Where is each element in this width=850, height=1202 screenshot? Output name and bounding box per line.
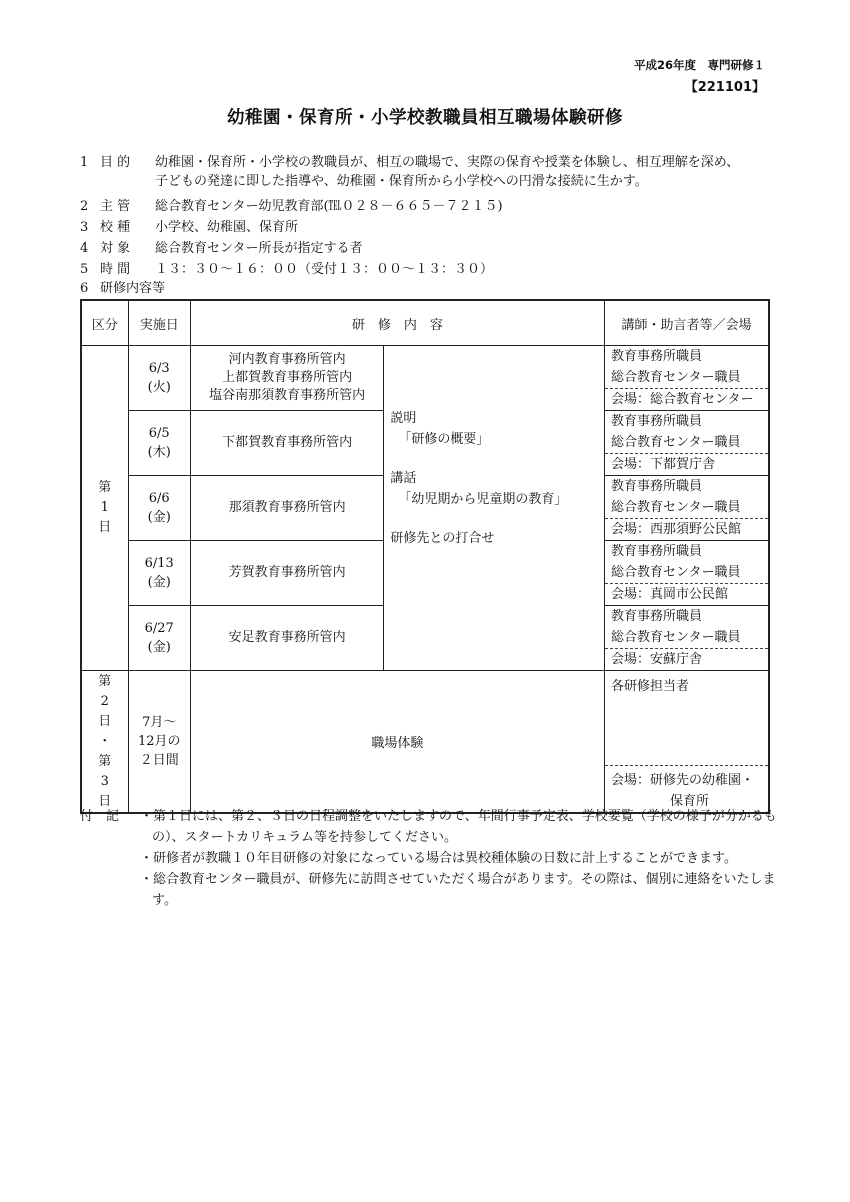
venue: 会場：西那須野公民館	[605, 518, 768, 540]
table-row	[81, 346, 769, 411]
session-area: 下都賀教育事務所管内	[190, 411, 384, 476]
note-item: ・研修者が教職１０年目研修の対象になっている場合は異校種体験の日数に計上することができます。	[140, 851, 737, 866]
info-number: 5	[80, 262, 89, 277]
info-number: 3	[80, 220, 89, 235]
session-date: 6/13 (金)	[128, 541, 190, 606]
header-naiyo: 研 修 内 容	[190, 300, 604, 346]
session-date: 6/6 (金)	[128, 476, 190, 541]
info-text: １３：３０～１６：００（受付１３：００～１３：３０）	[155, 262, 494, 277]
session-date: 6/27 (金)	[128, 606, 190, 671]
table-header-row	[81, 300, 769, 346]
venue: 会場：総合教育センター	[605, 388, 768, 410]
info-label: 目 的	[100, 155, 131, 170]
info-label: 主 管	[100, 199, 131, 214]
staff-venue: 教育事務所職員 総合教育センター職員 会場：安蘇庁舎	[604, 606, 769, 671]
day1-label: 第 1 日	[81, 346, 128, 671]
staff-venue: 教育事務所職員 総合教育センター職員 会場：西那須野公民館	[604, 476, 769, 541]
year-course-label: 平成26年度 専門研修１	[633, 58, 765, 72]
info-organizer	[80, 197, 503, 216]
day23-period: 7月～ 12月の ２日間	[128, 671, 190, 814]
info-number: 1	[80, 155, 89, 170]
info-number: 6	[80, 281, 89, 296]
session-area: 那須教育事務所管内	[190, 476, 384, 541]
info-text: 総合教育センター所長が指定する者	[155, 241, 363, 256]
info-label: 校 種	[100, 220, 131, 235]
day23-content: 職場体験	[190, 671, 604, 814]
day23-label: 第 2 日 ・ 第 3 日	[81, 671, 128, 814]
session-area: 河内教育事務所管内 上都賀教育事務所管内 塩谷南那須教育事務所管内	[190, 346, 384, 411]
info-number: 4	[80, 241, 89, 256]
info-school-type	[80, 218, 298, 237]
notes-section	[80, 806, 780, 911]
info-text: 総合教育センター幼児教育部(℡０２８－６６５－７２１５)	[155, 199, 503, 214]
info-content-heading	[80, 279, 165, 298]
info-text-continued: 子どもの発達に即した指導や、幼稚園・保育所から小学校への円滑な接続に生かす。	[155, 174, 648, 189]
session-area: 芳賀教育事務所管内	[190, 541, 384, 606]
staff-venue: 教育事務所職員 総合教育センター職員 会場：総合教育センター	[604, 346, 769, 411]
course-code: 【221101】	[684, 80, 765, 95]
table-row-day23	[81, 671, 769, 814]
notes-label: 付 記	[80, 809, 120, 824]
info-text: 小学校、幼稚園、保育所	[155, 220, 299, 235]
session-date: 6/5 (木)	[128, 411, 190, 476]
info-target	[80, 239, 362, 258]
info-number: 2	[80, 199, 89, 214]
page-title: 幼稚園・保育所・小学校教職員相互職場体験研修	[227, 108, 623, 128]
session-date: 6/3 (火)	[128, 346, 190, 411]
notes-list	[140, 806, 780, 911]
session-area: 安足教育事務所管内	[190, 606, 384, 671]
note-item: ・総合教育センター職員が、研修先に訪問させていただく場合があります。その際は、個別に連絡をいたします。	[140, 872, 776, 908]
schedule-table	[80, 299, 770, 814]
info-time	[80, 260, 493, 279]
venue: 会場：下都賀庁舎	[605, 453, 768, 475]
info-label: 時 間	[100, 262, 131, 277]
venue: 会場：安蘇庁舎	[605, 648, 768, 670]
header-kubun: 区分	[81, 300, 128, 346]
info-purpose	[80, 153, 739, 191]
header-kaijo: 講師・助言者等／会場	[604, 300, 769, 346]
venue: 会場：真岡市公民館	[605, 583, 768, 605]
staff-venue: 教育事務所職員 総合教育センター職員 会場：真岡市公民館	[604, 541, 769, 606]
staff-venue: 教育事務所職員 総合教育センター職員 会場：下都賀庁舎	[604, 411, 769, 476]
info-text: 幼稚園・保育所・小学校の教職員が、相互の職場で、実際の保育や授業を体験し、相互理解を深め、	[155, 155, 740, 170]
note-item: ・第１日には、第２、３日の日程調整をいたしますので、年間行事予定表、学校要覧（学校の様子が分かるもの）、スタートカリキュラム等を持参してください。	[140, 809, 777, 845]
training-content: 説明 「研修の概要」 講話 「幼児期から児童期の教育」 研修先との打合せ	[384, 346, 605, 671]
info-label: 対 象	[100, 241, 131, 256]
header-date: 実施日	[128, 300, 190, 346]
info-label: 研修内容等	[100, 281, 166, 296]
day23-staff-venue: 各研修担当者 会場：研修先の幼稚園・ 保育所	[604, 671, 769, 814]
